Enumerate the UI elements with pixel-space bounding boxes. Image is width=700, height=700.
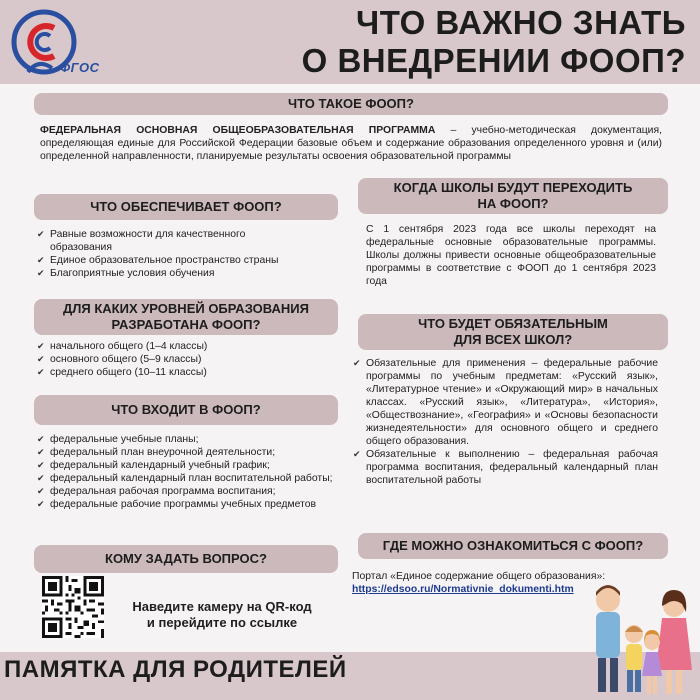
qr-code-icon[interactable] xyxy=(42,576,104,638)
levels-heading-line1: ДЛЯ КАКИХ УРОВНЕЙ ОБРАЗОВАНИЯ xyxy=(63,301,309,316)
contents-heading-text: ЧТО ВХОДИТ В ФООП? xyxy=(111,402,261,417)
page-title-line2: О ВНЕДРЕНИИ ФООП? xyxy=(301,42,686,79)
contents-heading xyxy=(34,395,338,425)
qr-caption-line1: Наведите камеру на QR-код xyxy=(132,599,312,614)
what-is-text xyxy=(40,124,662,163)
what-is-term: ФЕДЕРАЛЬНАЯ ОСНОВНАЯ ОБЩЕОБРАЗОВАТЕЛЬНАЯ ПРОГРАММА xyxy=(40,125,436,136)
contents-list xyxy=(36,433,342,511)
list-item: ✔ основного общего (5–9 классы) xyxy=(36,353,316,366)
list-item: ✔ федеральная рабочая программа воспитания; xyxy=(36,485,342,498)
where-heading xyxy=(358,533,668,559)
mandatory-heading-line2: ДЛЯ ВСЕХ ШКОЛ? xyxy=(453,332,573,347)
when-heading-line1: КОГДА ШКОЛЫ БУДУТ ПЕРЕХОДИТЬ xyxy=(393,180,633,195)
list-item: ✔ Единое образовательное пространство страны xyxy=(36,254,286,267)
what-is-heading-text: ЧТО ТАКОЕ ФООП? xyxy=(288,96,414,111)
mandatory-list xyxy=(352,357,658,487)
list-item: ✔ федеральный календарный учебный график; xyxy=(36,459,342,472)
levels-heading xyxy=(34,299,338,335)
mandatory-heading-line1: ЧТО БУДЕТ ОБЯЗАТЕЛЬНЫМ xyxy=(418,316,608,331)
list-item: ✔ Обязательные для применения – федеральные рабочие программы по учебным предметам: «Русский язык», «Литературное чтение» и «Окружающий мир» в начальных классах. «Русский язык», «Литература», «История», «Обществознание», «География» и «Основы безопасности жизнедеятельности» для основного общего и среднего общего образования. xyxy=(352,357,658,448)
list-item: ✔ Благоприятные условия обучения xyxy=(36,267,286,280)
when-text: С 1 сентября 2023 года все школы переходят на федеральные основные образовательные программы. Школы должны привести основные общеобразовательные программы в соответствие с ФООП до 1 сентября 2023 года xyxy=(366,224,656,287)
footer-title: ПАМЯТКА ДЛЯ РОДИТЕЛЕЙ xyxy=(4,656,347,683)
page-title-line1: ЧТО ВАЖНО ЗНАТЬ xyxy=(356,4,686,41)
portal-name: Портал «Единое содержание общего образования»: xyxy=(352,571,606,582)
family-illustration-icon xyxy=(578,572,700,700)
list-item: ✔ Равные возможности для качественного образования xyxy=(36,228,286,254)
levels-heading-line2: РАЗРАБОТАНА ФООП? xyxy=(111,317,261,332)
list-item: ✔ федеральные рабочие программы учебных предметов xyxy=(36,498,342,511)
when-heading xyxy=(358,178,668,214)
portal-link[interactable]: https://edsoo.ru/Normativnie_dokumenti.htm xyxy=(352,584,574,595)
mandatory-heading xyxy=(358,314,668,350)
where-heading-text: ГДЕ МОЖНО ОЗНАКОМИТЬСЯ С ФООП? xyxy=(382,538,644,553)
what-is-heading xyxy=(34,93,668,115)
when-heading-line2: НА ФООП? xyxy=(477,196,549,211)
levels-list xyxy=(36,340,316,379)
list-item: ✔ федеральные учебные планы; xyxy=(36,433,342,446)
list-item: ✔ Обязательные к выполнению – федеральная рабочая программа воспитания, федеральный календарный план воспитательной работы xyxy=(352,448,658,487)
qr-caption xyxy=(112,599,332,631)
provides-heading xyxy=(34,194,338,220)
ask-heading-text: КОМУ ЗАДАТЬ ВОПРОС? xyxy=(105,551,267,566)
provides-heading-text: ЧТО ОБЕСПЕЧИВАЕТ ФООП? xyxy=(90,199,282,214)
list-item: ✔ начального общего (1–4 классы) xyxy=(36,340,316,353)
provides-list xyxy=(36,228,286,280)
logo-label: ФГОС xyxy=(60,60,100,75)
list-item: ✔ среднего общего (10–11 классы) xyxy=(36,366,316,379)
list-item: ✔ федеральный календарный план воспитательной работы; xyxy=(36,472,342,485)
qr-caption-line2: и перейдите по ссылке xyxy=(146,615,298,630)
list-item: ✔ федеральный план внеурочной деятельности; xyxy=(36,446,342,459)
page-title xyxy=(126,4,686,80)
what-is-definition: – учебно-методическая документация, определяющая единые для Российской Федерации базовые объем и содержание образования определенного уровня и (или) определенной направленности, планируемые результаты освоения образовательной программы xyxy=(40,125,662,162)
ask-heading xyxy=(34,545,338,573)
